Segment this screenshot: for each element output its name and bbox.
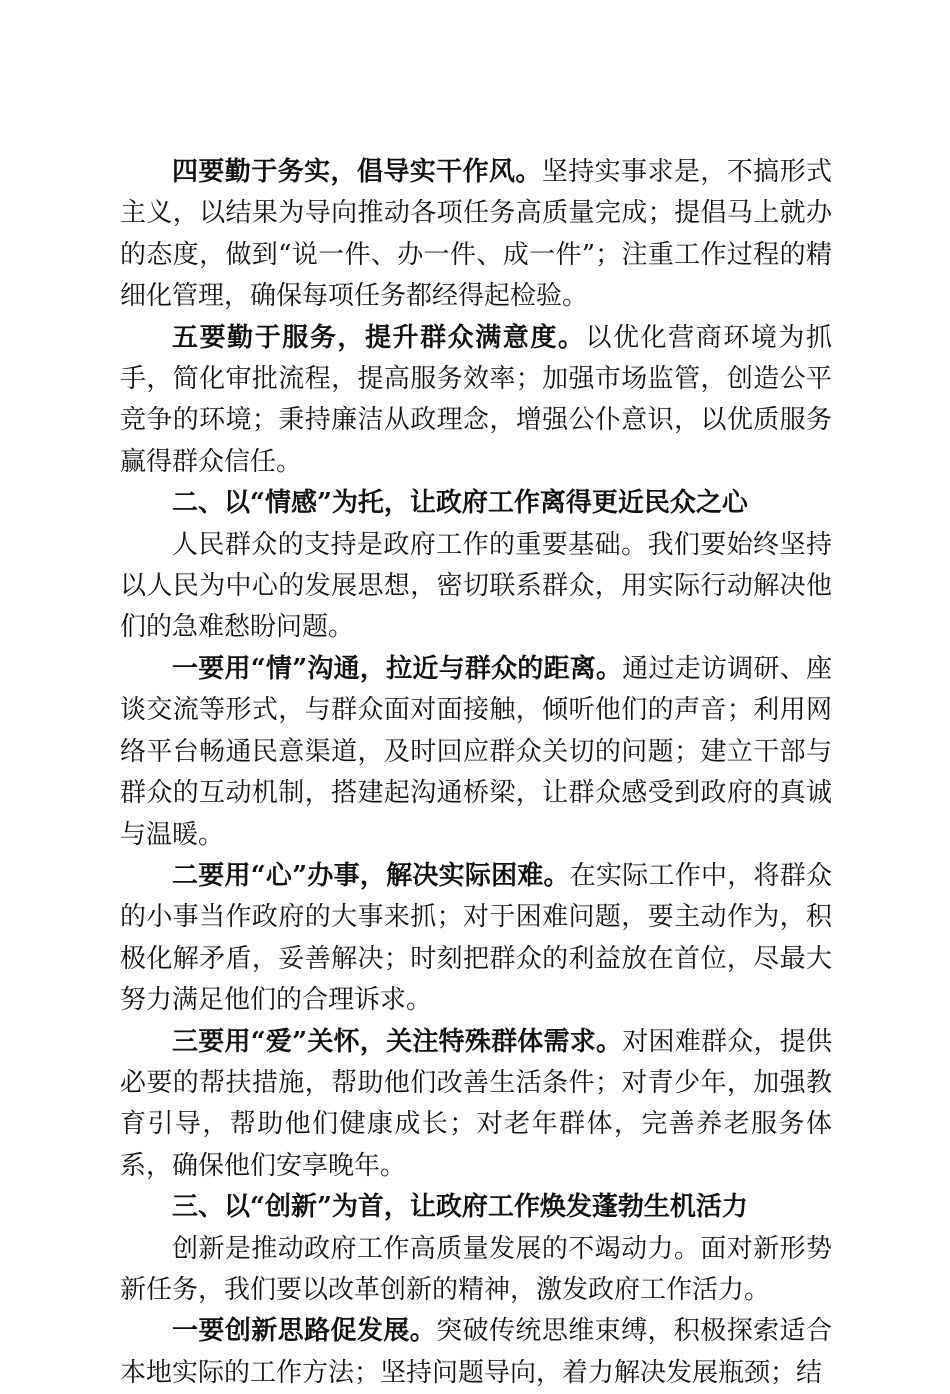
section-heading-2: 二、以“情感”为托，让政府工作离得更近民众之心: [172, 488, 748, 519]
section-heading-3: 三、以“创新”为首，让政府工作焕发蓬勃生机活力: [172, 1192, 748, 1223]
paragraph-lead: 五要勤于服务，提升群众满意度。: [172, 322, 586, 353]
paragraph-point-3: [120, 1022, 832, 1188]
paragraph-point-1: [120, 1311, 832, 1394]
paragraph-body: 人民群众的支持是政府工作的重要基础。我们要始终坚持以人民为中心的发展思想，密切联系群众，用实际行动解决他们的急难愁盼问题。: [120, 529, 832, 643]
paragraph-text: 突破传统思维束缚，积极探索适合本地实际的工作方法；坚持问题导向，着力解决发展瓶颈；结: [120, 1316, 832, 1388]
paragraph-point-2: [120, 856, 832, 1022]
document-body: [120, 152, 832, 1394]
paragraph-text: 通过走访调研、座谈交流等形式，与群众面对面接触，倾听他们的声音；利用网络平台畅通民意渠道，及时回应群众关切的问题；建立干部与群众的互动机制，搭建起沟通桥梁，让群众感受到政府的真诚与温暖。: [120, 653, 832, 850]
paragraph-body: 创新是推动政府工作高质量发展的不竭动力。面对新形势新任务，我们要以改革创新的精神，激发政府工作活力。: [120, 1233, 832, 1305]
paragraph-text: 以优化营商环境为抓手，简化审批流程，提高服务效率；加强市场监管，创造公平竞争的环境；秉持廉洁从政理念，增强公仆意识，以优质服务赢得群众信任。: [120, 322, 832, 477]
paragraph-lead: 一要用“情”沟通，拉近与群众的距离。: [172, 653, 623, 684]
paragraph-lead: 二要用“心”办事，解决实际困难。: [172, 860, 570, 891]
paragraph-text: 在实际工作中，将群众的小事当作政府的大事来抓；对于困难问题，要主动作为，积极化解矛盾，妥善解决；时刻把群众的利益放在首位，尽最大努力满足他们的合理诉求。: [120, 860, 832, 1016]
paragraph-lead: 一要创新思路促发展。: [172, 1316, 437, 1347]
paragraph-text: 对困难群众，提供必要的帮扶措施，帮助他们改善生活条件；对青少年，加强教育引导，帮助他们健康成长；对老年群体，完善养老服务体系，确保他们安享晚年。: [120, 1026, 832, 1181]
paragraph-point-1: [120, 649, 832, 856]
paragraph-lead: 三要用“爱”关怀，关注特殊群体需求。: [172, 1026, 623, 1057]
paragraph-point-4: [120, 152, 832, 318]
paragraph-lead: 四要勤于务实，倡导实干作风。: [172, 157, 542, 187]
paragraph-point-5: [120, 318, 832, 484]
paragraph-text: 坚持实事求是，不搞形式主义，以结果为导向推动各项任务高质量完成；提倡马上就办的态度，做到“说一件、办一件、成一件”；注重工作过程的精细化管理，确保每项任务都经得起检验。: [120, 157, 832, 312]
